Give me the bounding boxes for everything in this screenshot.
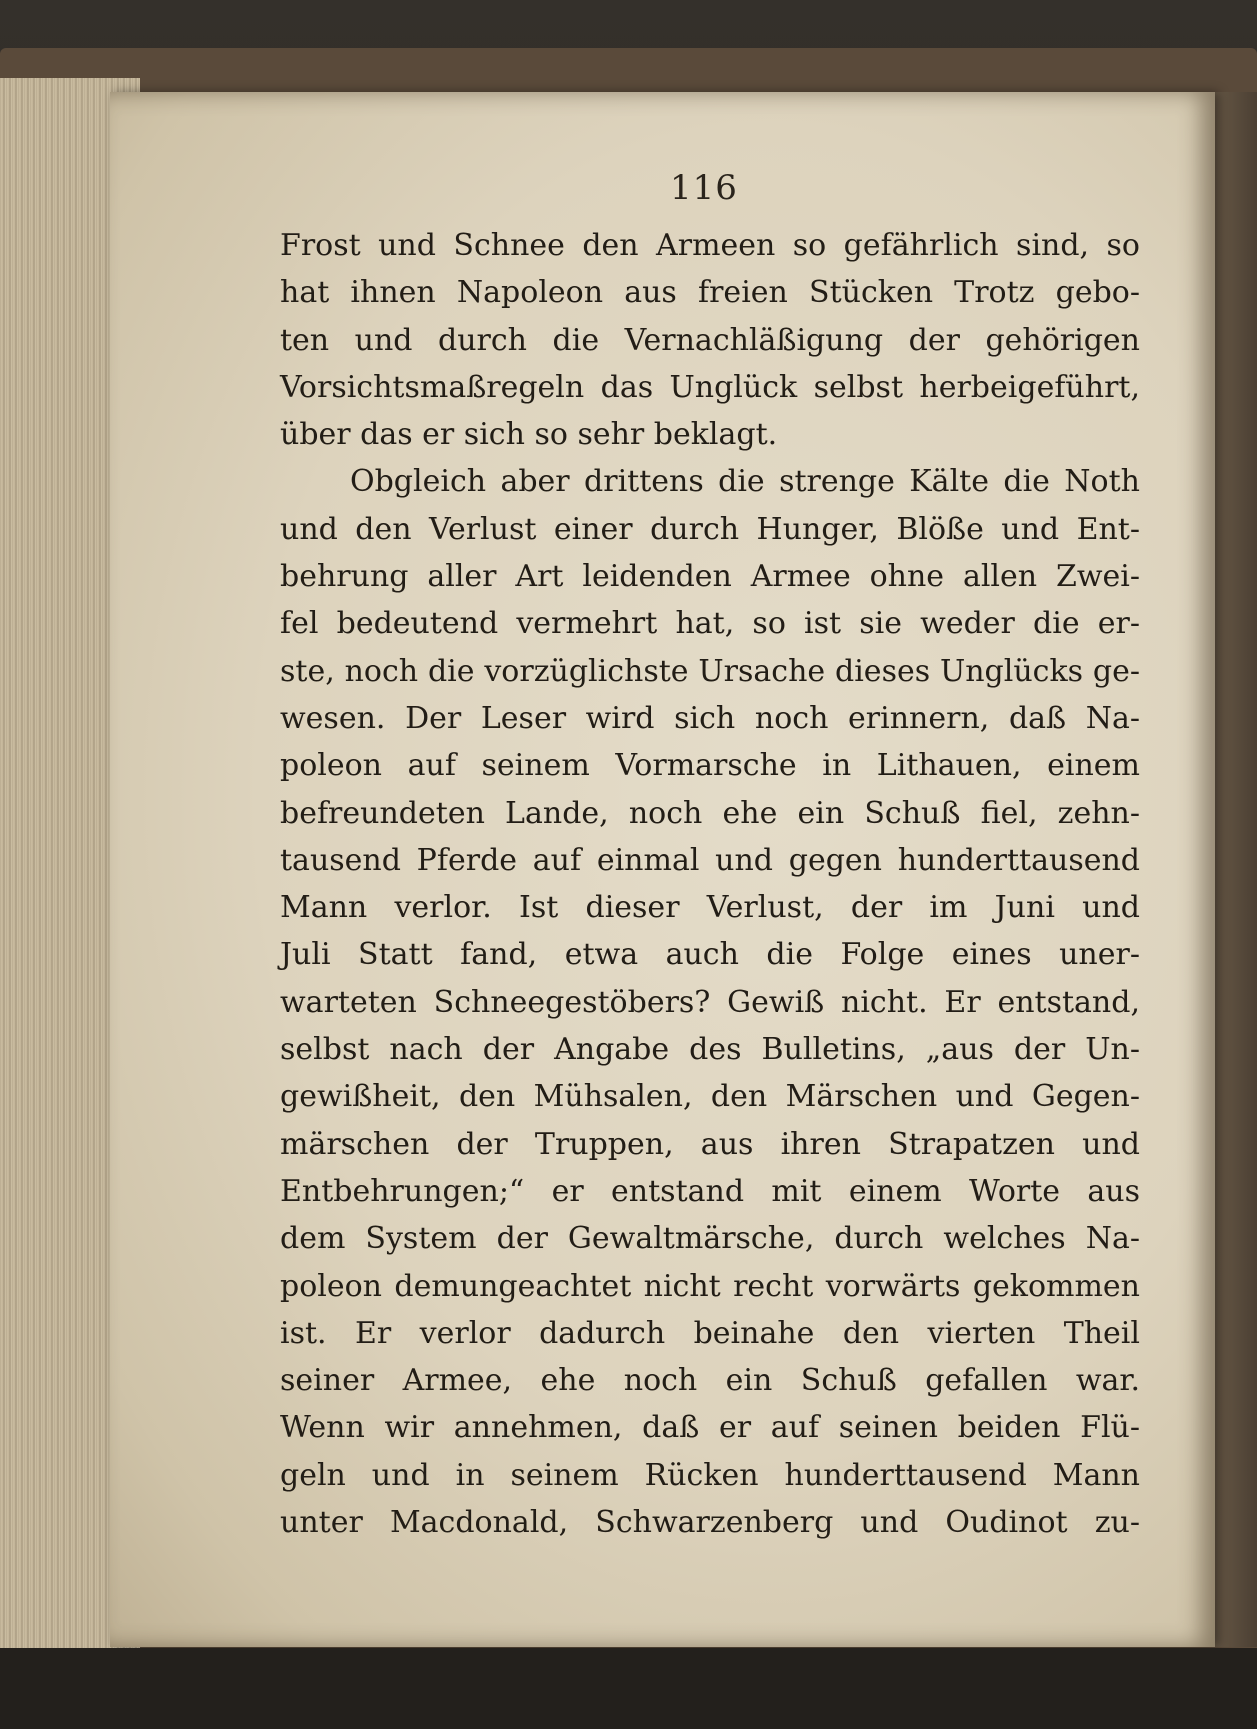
text-line: warteten Schneegestöbers? Gewiß nicht. Er entstand,	[280, 984, 1140, 1020]
text-line: selbst nach der Angabe des Bulletins, „aus der Un-	[280, 1032, 1140, 1068]
text-line: geln und in seinem Rücken hunderttausend Mann	[280, 1457, 1140, 1493]
text-line: behrung aller Art leidenden Armee ohne allen Zwei-	[280, 559, 1140, 595]
table-surface	[0, 1648, 1257, 1729]
text-line: gewißheit, den Mühsalen, den Märschen und Gegen-	[280, 1079, 1140, 1115]
text-line: Obgleich aber drittens die strenge Kälte die Noth	[350, 464, 1140, 500]
text-line: märschen der Truppen, aus ihren Strapatzen und	[280, 1126, 1140, 1162]
text-line: ste, noch die vorzüglichste Ursache dieses Unglücks ge-	[280, 653, 1140, 689]
right-page-edge	[1210, 92, 1257, 1647]
text-line: Entbehrungen;“ er entstand mit einem Worte aus	[280, 1173, 1140, 1209]
text-line: fel bedeutend vermehrt hat, so ist sie weder die er-	[280, 606, 1140, 642]
text-line: poleon demungeachtet nicht recht vorwärts gekommen	[280, 1268, 1140, 1304]
text-line: über das er sich so sehr beklagt.	[280, 417, 778, 453]
page-number: 116	[670, 168, 738, 208]
text-line: tausend Pferde auf einmal und gegen hunderttausend	[280, 842, 1140, 878]
text-line: Mann verlor. Ist dieser Verlust, der im Juni und	[280, 890, 1140, 926]
text-line: dem System der Gewaltmärsche, durch welches Na-	[280, 1221, 1140, 1257]
text-line: poleon auf seinem Vormarsche in Lithauen, einem	[280, 748, 1140, 784]
text-line: Frost und Schnee den Armeen so gefährlich sind, so	[280, 228, 1140, 263]
text-line: hat ihnen Napoleon aus freien Stücken Trotz gebo-	[280, 275, 1140, 311]
text-line: und den Verlust einer durch Hunger, Blöße und Ent-	[280, 511, 1140, 547]
text-line: Wenn wir annehmen, daß er auf seinen beiden Flü-	[280, 1410, 1140, 1446]
text-line: Vorsichtsmaßregeln das Unglück selbst herbeigeführt,	[280, 369, 1140, 405]
body-text	[280, 222, 1140, 1546]
text-line: befreundeten Lande, noch ehe ein Schuß fiel, zehn-	[280, 795, 1140, 831]
text-line: wesen. Der Leser wird sich noch erinnern, daß Na-	[280, 700, 1140, 736]
text-line: unter Macdonald, Schwarzenberg und Oudinot zu-	[280, 1505, 1140, 1541]
text-line: ten und durch die Vernachläßigung der gehörigen	[280, 322, 1140, 358]
text-line: Juli Statt fand, etwa auch die Folge eines uner-	[280, 937, 1140, 973]
text-line: ist. Er verlor dadurch beinahe den vierten Theil	[280, 1315, 1140, 1351]
text-line: seiner Armee, ehe noch ein Schuß gefallen war.	[280, 1363, 1140, 1399]
